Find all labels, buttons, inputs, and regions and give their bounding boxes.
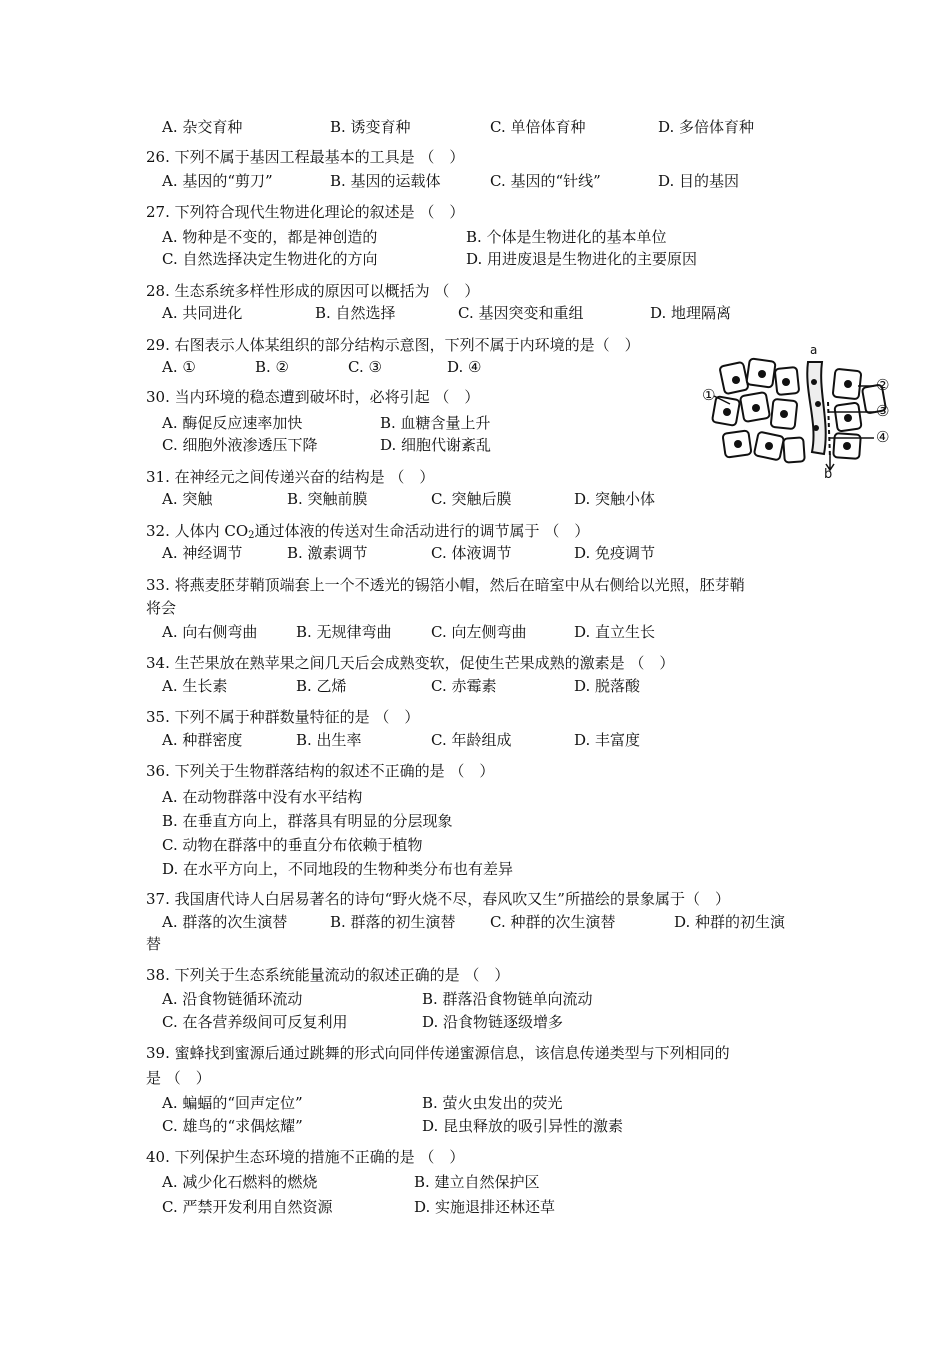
q27-option-c: C. 自然选择决定生物进化的方向 xyxy=(162,250,378,268)
q28-option-c: C. 基因突变和重组 xyxy=(458,304,584,322)
q36-option-b: B. 在垂直方向上，群落具有明显的分层现象 xyxy=(162,812,453,830)
q36-option-a: A. 在动物群落中没有水平结构 xyxy=(162,788,363,806)
q35-option-c: C. 年龄组成 xyxy=(431,731,512,749)
q37-option-c: C. 种群的次生演替 xyxy=(490,913,616,931)
q35-option-a: A. 种群密度 xyxy=(162,731,243,749)
q33-option-b: B. 无规律弯曲 xyxy=(296,623,392,641)
diagram-label-1: ① xyxy=(702,386,716,404)
q27-option-a: A. 物种是不变的，都是神创造的 xyxy=(162,228,378,246)
q33-option-d: D. 直立生长 xyxy=(574,623,656,641)
q40-option-d: D. 实施退排还林还草 xyxy=(414,1198,556,1216)
q32-stem-pre: 32. 人体内 CO xyxy=(146,522,249,540)
q35-stem: 35. 下列不属于种群数量特征的是 （ ） xyxy=(146,708,420,726)
q31-option-c: C. 突触后膜 xyxy=(431,490,512,508)
q38-option-c: C. 在各营养级间可反复利用 xyxy=(162,1013,348,1031)
q26-option-a: A. 基因的“剪刀” xyxy=(162,172,273,190)
q39-option-d: D. 昆虫释放的吸引异性的激素 xyxy=(422,1117,624,1135)
q25-option-c: C. 单倍体育种 xyxy=(490,118,586,136)
q29-option-d: D. ④ xyxy=(447,358,482,376)
q25-option-b: B. 诱变育种 xyxy=(330,118,411,136)
diagram-label-2: ② xyxy=(876,376,890,394)
q39-option-b: B. 萤火虫发出的荧光 xyxy=(422,1094,563,1112)
q26-option-d: D. 目的基因 xyxy=(658,172,740,190)
q34-option-b: B. 乙烯 xyxy=(296,677,347,695)
q28-stem: 28. 生态系统多样性形成的原因可以概括为 （ ） xyxy=(146,282,480,300)
q38-option-b: B. 群落沿食物链单向流动 xyxy=(422,990,593,1008)
q26-option-c: C. 基因的“针线” xyxy=(490,172,601,190)
q38-option-d: D. 沿食物链逐级增多 xyxy=(422,1013,564,1031)
q36-option-c: C. 动物在群落中的垂直分布依赖于植物 xyxy=(162,836,423,854)
q30-option-c: C. 细胞外液渗透压下降 xyxy=(162,436,318,454)
q40-option-c: C. 严禁开发利用自然资源 xyxy=(162,1198,333,1216)
q39-stem: 39. 蜜蜂找到蜜源后通过跳舞的形式向同伴传递蜜源信息，该信息传递类型与下列相同的 xyxy=(146,1044,730,1062)
q29-stem: 29. 右图表示人体某组织的部分结构示意图，下列不属于内环境的是（ ） xyxy=(146,336,640,354)
q35-option-d: D. 丰富度 xyxy=(574,731,641,749)
diagram-label-b: b xyxy=(824,467,833,482)
q28-option-b: B. 自然选择 xyxy=(315,304,396,322)
q40-option-b: B. 建立自然保护区 xyxy=(414,1173,540,1191)
q30-option-a: A. 酶促反应速率加快 xyxy=(162,414,303,432)
q25-option-d: D. 多倍体育种 xyxy=(658,118,755,136)
q32-option-d: D. 免疫调节 xyxy=(574,544,656,562)
q32-option-b: B. 激素调节 xyxy=(287,544,368,562)
q27-option-d: D. 用进废退是生物进化的主要原因 xyxy=(466,250,698,268)
q38-stem: 38. 下列关于生态系统能量流动的叙述正确的是 （ ） xyxy=(146,966,510,984)
q33-stem: 33. 将燕麦胚芽鞘顶端套上一个不透光的锡箔小帽，然后在暗室中从右侧给以光照，胚芽鞘 xyxy=(146,576,745,594)
q34-option-d: D. 脱落酸 xyxy=(574,677,641,695)
q32-option-c: C. 体液调节 xyxy=(431,544,512,562)
q33-option-a: A. 向右侧弯曲 xyxy=(162,623,258,641)
q28-option-d: D. 地理隔离 xyxy=(650,304,732,322)
diagram-label-a: a xyxy=(810,343,818,357)
q33-option-c: C. 向左侧弯曲 xyxy=(431,623,527,641)
q32-stem-post: 通过体液的传送对生命活动进行的调节属于 （ ） xyxy=(254,522,590,540)
q34-stem: 34. 生芒果放在熟苹果之间几天后会成熟变软，促使生芒果成熟的激素是 （ ） xyxy=(146,654,675,672)
q26-stem: 26. 下列不属于基因工程最基本的工具是 （ ） xyxy=(146,148,465,166)
q32-stem-sub: 2 xyxy=(248,530,255,541)
q39-stem-line2: 是 （ ） xyxy=(146,1069,211,1087)
q31-stem: 31. 在神经元之间传递兴奋的结构是 （ ） xyxy=(146,468,435,486)
diagram-label-3: ③ xyxy=(876,402,890,420)
q34-option-a: A. 生长素 xyxy=(162,677,228,695)
q39-option-c: C. 雄鸟的“求偶炫耀” xyxy=(162,1117,303,1135)
q40-option-a: A. 减少化石燃料的燃烧 xyxy=(162,1173,318,1191)
q30-stem: 30. 当内环境的稳态遭到破坏时，必将引起 （ ） xyxy=(146,388,480,406)
q31-option-d: D. 突触小体 xyxy=(574,490,656,508)
diagram-label-4: ④ xyxy=(876,428,890,446)
q34-option-c: C. 赤霉素 xyxy=(431,677,497,695)
tissue-structure-diagram xyxy=(700,342,896,484)
q38-option-a: A. 沿食物链循环流动 xyxy=(162,990,303,1008)
q31-option-b: B. 突触前膜 xyxy=(287,490,368,508)
q40-stem: 40. 下列保护生态环境的措施不正确的是 （ ） xyxy=(146,1148,465,1166)
q37-option-a: A. 群落的次生演替 xyxy=(162,913,288,931)
q26-option-b: B. 基因的运载体 xyxy=(330,172,441,190)
q35-option-b: B. 出生率 xyxy=(296,731,362,749)
q37-stem: 37. 我国唐代诗人白居易著名的诗句“野火烧不尽，春风吹又生”所描绘的景象属于（ ） xyxy=(146,890,730,908)
q30-option-b: B. 血糖含量上升 xyxy=(380,414,491,432)
q30-option-d: D. 细胞代谢紊乱 xyxy=(380,436,492,454)
q36-stem: 36. 下列关于生物群落结构的叙述不正确的是 （ ） xyxy=(146,762,495,780)
q29-option-a: A. ① xyxy=(162,358,196,376)
q32-option-a: A. 神经调节 xyxy=(162,544,243,562)
q32-stem xyxy=(146,521,589,541)
q25-option-a: A. 杂交育种 xyxy=(162,118,243,136)
q33-stem-line2: 将会 xyxy=(146,599,177,617)
q31-option-a: A. 突触 xyxy=(162,490,213,508)
q27-option-b: B. 个体是生物进化的基本单位 xyxy=(466,228,667,246)
q29-option-c: C. ③ xyxy=(348,358,382,376)
q36-option-d: D. 在水平方向上，不同地段的生物种类分布也有差异 xyxy=(162,860,514,878)
q37-option-d: D. 种群的初生演 xyxy=(674,913,786,931)
q28-option-a: A. 共同进化 xyxy=(162,304,243,322)
q39-option-a: A. 蝙蝠的“回声定位” xyxy=(162,1094,303,1112)
q37-option-b: B. 群落的初生演替 xyxy=(330,913,456,931)
q27-stem: 27. 下列符合现代生物进化理论的叙述是 （ ） xyxy=(146,203,465,221)
q29-option-b: B. ② xyxy=(255,358,290,376)
q37-option-d-wrap: 替 xyxy=(146,935,162,953)
